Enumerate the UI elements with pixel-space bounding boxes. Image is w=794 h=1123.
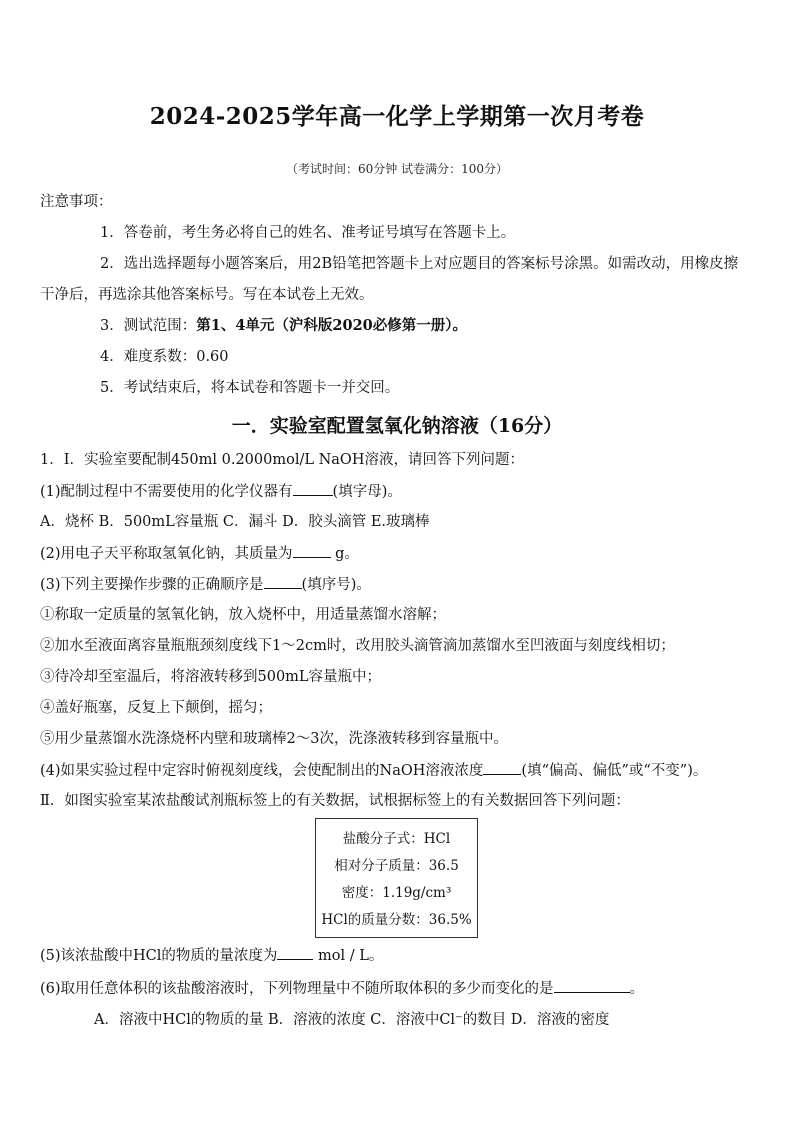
notice-item-3 bbox=[100, 317, 467, 335]
question-4 bbox=[40, 761, 707, 780]
question-6-end: 。 bbox=[629, 981, 645, 997]
notice-item-4: 4．难度系数：0.60 bbox=[100, 349, 229, 365]
notice-item-5: 5．考试结束后，将本试卷和答题卡一并交回。 bbox=[100, 380, 400, 396]
question-3 bbox=[40, 575, 371, 594]
answer-blank-3[interactable] bbox=[264, 575, 302, 589]
question-5-unit: mol / L。 bbox=[313, 948, 384, 964]
step-1: ①称取一定质量的氢氧化钠，放入烧杯中，用适量蒸馏水溶解； bbox=[40, 607, 446, 623]
exam-info: （考试时间：60分钟 试卷满分：100分） bbox=[286, 162, 508, 176]
notice-item-3-label: 3．测试范围： bbox=[100, 318, 197, 334]
question-6-text: (6)取用任意体积的该盐酸溶液时，下列物理量中不随所取体积的多少而变化的是 bbox=[40, 981, 554, 997]
question-intro: 1．Ⅰ．实验室要配制450ml 0.2000mol/L NaOH溶液，请回答下列问题： bbox=[40, 452, 524, 468]
step-2: ②加水至液面离容量瓶瓶颈刻度线下1～2cm时，改用胶头滴管滴加蒸馏水至凹液面与刻度线相切； bbox=[40, 638, 675, 654]
label-mass-fraction: HCl的质量分数：36.5% bbox=[321, 912, 472, 928]
question-5 bbox=[40, 946, 383, 965]
step-3: ③待冷却至室温后，将溶液转移到500mL容量瓶中； bbox=[40, 669, 382, 685]
part-2-intro: Ⅱ．如图实验室某浓盐酸试剂瓶标签上的有关数据，试根据标签上的有关数据回答下列问题： bbox=[40, 793, 630, 809]
question-4-hint: (填“偏高、偏低”或“不变”)。 bbox=[521, 763, 708, 779]
page-title: 2024-2025学年高一化学上学期第一次月考卷 bbox=[149, 103, 645, 130]
question-6-options: A．溶液中HCl的物质的量 B．溶液的浓度 C．溶液中Cl⁻的数目 D．溶液的密度 bbox=[94, 1012, 610, 1028]
notice-item-3-scope: 第1、4单元（沪科版2020必修第一册）。 bbox=[196, 317, 468, 334]
answer-blank-6[interactable] bbox=[554, 979, 630, 993]
question-1-text: (1)配制过程中不需要使用的化学仪器有 bbox=[40, 484, 293, 500]
question-1-options: A．烧杯 B．500mL容量瓶 C．漏斗 D．胶头滴管 E.玻璃棒 bbox=[40, 514, 430, 530]
question-4-text: (4)如果实验过程中定容时俯视刻度线，会使配制出的NaOH溶液浓度 bbox=[40, 763, 484, 779]
question-1 bbox=[40, 482, 402, 501]
notice-heading: 注意事项： bbox=[40, 194, 113, 210]
step-5: ⑤用少量蒸馏水洗涤烧杯内壁和玻璃棒2～3次，洗涤液转移到容量瓶中。 bbox=[40, 731, 508, 747]
question-3-hint: (填序号)。 bbox=[301, 577, 371, 593]
reagent-label bbox=[315, 818, 478, 938]
label-density: 密度：1.19g/cm³ bbox=[341, 885, 452, 901]
question-1-hint: (填字母)。 bbox=[332, 484, 402, 500]
label-formula: 盐酸分子式：HCl bbox=[342, 831, 451, 847]
notice-item-2-cont: 干净后，再选涂其他答案标号。写在本试卷上无效。 bbox=[40, 287, 374, 303]
answer-blank-2[interactable] bbox=[293, 544, 331, 558]
answer-blank-1[interactable] bbox=[293, 482, 333, 496]
label-molar-mass: 相对分子质量：36.5 bbox=[334, 858, 459, 874]
step-4: ④盖好瓶塞，反复上下颠倒，摇匀； bbox=[40, 700, 272, 716]
question-2-unit: g。 bbox=[330, 546, 359, 562]
question-2 bbox=[40, 544, 359, 563]
notice-item-2: 2．选出选择题每小题答案后，用2B铅笔把答题卡上对应题目的答案标号涂黑。如需改动，用橡皮擦 bbox=[100, 256, 739, 272]
question-5-text: (5)该浓盐酸中HCl的物质的量浓度为 bbox=[40, 948, 278, 964]
question-3-text: (3)下列主要操作步骤的正确顺序是 bbox=[40, 577, 264, 593]
answer-blank-4[interactable] bbox=[483, 761, 521, 775]
question-6 bbox=[40, 979, 644, 998]
answer-blank-5[interactable] bbox=[277, 946, 313, 960]
question-2-text: (2)用电子天平称取氢氧化钠，其质量为 bbox=[40, 546, 293, 562]
section-title: 一．实验室配置氢氧化钠溶液（16分） bbox=[231, 415, 563, 437]
notice-item-1: 1．答卷前，考生务必将自己的姓名、准考证号填写在答题卡上。 bbox=[100, 225, 516, 241]
